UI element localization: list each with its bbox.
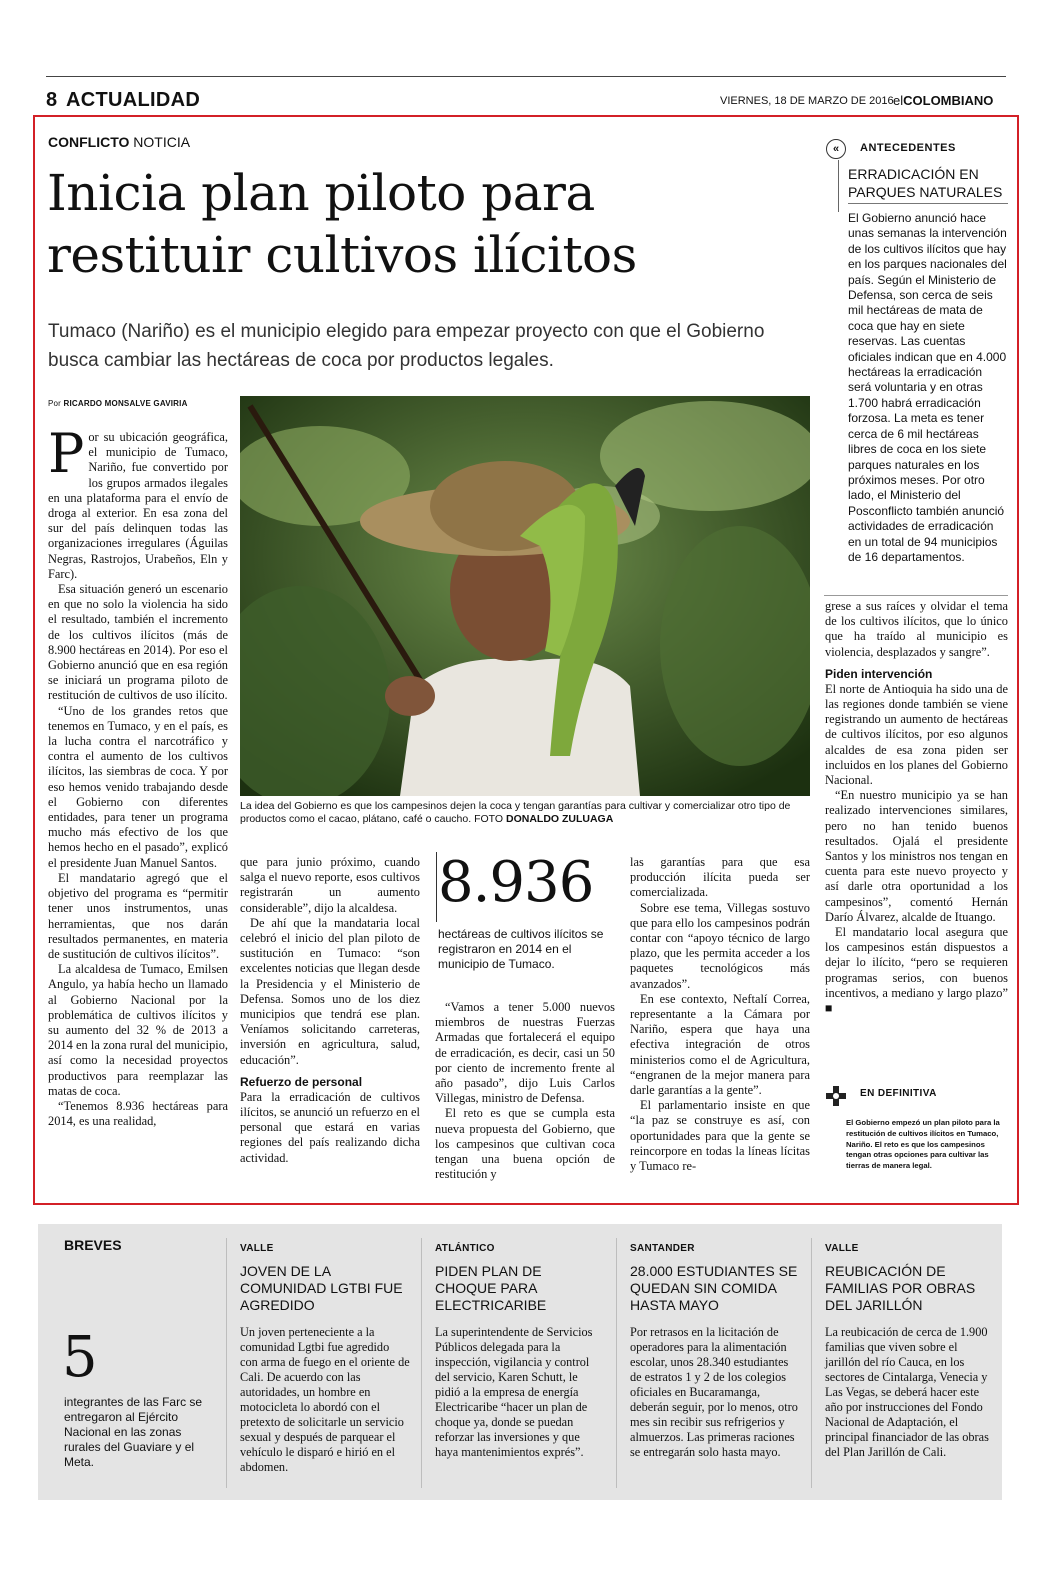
brief-headline: JOVEN DE LA COMUNIDAD LGTBI FUE AGREDIDO — [240, 1263, 403, 1313]
body-paragraph: las garantías para que esa producción ilícita pueda ser comercializada. — [630, 855, 810, 900]
body-paragraph: Para la erradicación de cultivos ilícitos, se anunció un refuerzo en el personal que estará en varias regiones del país realizando dicha actividad. — [240, 1089, 420, 1165]
subheading: Refuerzo de personal — [240, 1074, 363, 1089]
en-definitiva-label: EN DEFINITIVA — [860, 1088, 937, 1099]
header-rule — [46, 76, 1006, 77]
issue-date: VIERNES, 18 DE MARZO DE 2016 — [720, 95, 894, 107]
brand-name: COLOMBIANO — [903, 93, 994, 108]
subheading: Piden intervención — [825, 666, 933, 681]
antecedentes-label: ANTECEDENTES — [860, 142, 956, 154]
breves-divider — [421, 1238, 422, 1488]
headline-line-1: Inicia plan piloto para — [47, 164, 595, 222]
body-paragraph: Por su ubicación geográfica, el municipio de Tumaco, Nariño, fue convertido por los grupos armados ilegales en una plataforma para el envío de droga al exterior. En esa zona del sur del país delinquen todas las organizaciones irregulares (Águilas Negras, Rastrojos, Urabeños, Eln y Farc). — [48, 422, 228, 581]
brief-body: Un joven perteneciente a la comunidad Lgtbi fue agredido con arma de fuego en el oriente de Cali. De acuerdo con las autoridades, un hombre en motocicleta lo abordó con el pretexto de solicitarle un servicio sexual y después de parquear el vehículo le disparó e hirió en el abdomen. — [240, 1325, 410, 1474]
article-column-5 — [825, 599, 1008, 1016]
body-paragraph: “Tenemos 8.936 hectáreas para 2014, es una realidad, — [48, 1098, 228, 1129]
photo-credit-name: DONALDO ZULUAGA — [505, 813, 614, 825]
drop-cap: P — [48, 422, 85, 485]
body-paragraph: El parlamentario insiste en que “la paz se construye es así, con oportunidades para que la gente se reincorpore en todas la líneas lícitas y Tumaco re- — [630, 1098, 810, 1174]
byline-prefix: Por — [48, 399, 62, 408]
body-paragraph: que para junio próximo, cuando salga el nuevo reporte, esos cultivos registrarán un aumento considerable”, dijo la alcaldesa. — [240, 855, 420, 915]
body-paragraph: En ese contexto, Neftalí Correa, representante a la Cámara por Nariño, espera que haya una efectiva integración de otros ministerios como el de Agricultura, “engranen de la mejor manera para darle garantías a la gente”. — [630, 991, 810, 1098]
big-number: 8.936 — [438, 850, 594, 915]
antecedentes-icon: « — [826, 139, 846, 159]
brief-tag: SANTANDER — [630, 1243, 695, 1254]
newspaper-logo — [893, 93, 993, 108]
headline-line-2: restituir cultivos ilícitos — [47, 226, 637, 284]
body-paragraph: El mandatario agregó que el objetivo del programa es “permitir tener unos instrumentos, unas herramientas, que nos darán resultados permanentes, en materia de sustitución de cultivos ilícitos”. — [48, 870, 228, 961]
body-paragraph: El norte de Antioquia ha sido una de las regiones donde también se viene registrando un aumento de hectáreas de cultivos ilícitos, por eso algunos alcaldes de esa zona piden ser incluidos en los planes del Gobierno Nacional. — [825, 681, 1008, 788]
article-column-1 — [48, 422, 228, 1129]
big-number-rule — [436, 852, 437, 922]
body-paragraph: Esa situación generó un escenario en que no solo la violencia ha sido el resultado, también el incremento de los cultivos ilícitos (más de 8.900 hectáreas en 2014). Por eso el Gobierno anunció que en esa región se iniciará un programa piloto de restitución de cultivos de uso ilícito. — [48, 582, 228, 703]
section-title: ACTUALIDAD — [66, 89, 201, 111]
antecedentes-title: ERRADICACIÓN EN PARQUES NATURALES — [848, 166, 1003, 200]
antecedentes-body: El Gobierno anunció hace unas semanas la intervención de los cultivos ilícitos que hay en los parques nacionales del país. Según el Ministerio de Defensa, son cerca de seis mil hectáreas de mata de coca que hay en siete reservas. Las cuentas oficiales indican que en 4.000 hectáreas la erradicación será voluntaria y en otras 1.700 habrá erradicación forzosa. La meta es tener cerca de 6 mil hectáreas libres de coca en los siete parques naturales en los próximos meses. Por otro lado, el Ministerio del Posconflicto también anunció actividades de erradicación en un total de 94 municipios de 16 departamentos. — [848, 211, 1007, 564]
byline — [48, 399, 188, 408]
body-paragraph: La alcaldesa de Tumaco, Emilsen Angulo, ya había hecho un llamado al Gobierno Nacional por la problemática de cultivos ilícitos y su aumento del 32 % de 2013 a 2014 en la zona rural del municipio, así como la necesidad proyectos productivos para reemplazar las matas de coca. — [48, 962, 228, 1098]
brief-tag: ATLÁNTICO — [435, 1243, 495, 1254]
brief-headline: PIDEN PLAN DE CHOQUE PARA ELECTRICARIBE — [435, 1263, 547, 1313]
breves-divider — [811, 1238, 812, 1488]
breves-divider — [616, 1238, 617, 1488]
article-deck: Tumaco (Nariño) es el municipio elegido para empezar proyecto con que el Gobierno busca cambiar las hectáreas de coca por productos legales. — [48, 321, 765, 371]
article-photo — [240, 396, 810, 796]
photo-caption: La idea del Gobierno es que los campesinos dejen la coca y tengan garantías para cultivar y comercializar otro tipo de productos como el cacao, plátano, café o caucho. FOTO DONALDO ZULUAGA — [240, 800, 791, 825]
body-paragraph: El mandatario local asegura que los campesinos están dispuestos a dejar lo ilícito, “pero se requieren programas serios, con buenos incentivos, a mediano y largo plazo” ■ — [825, 925, 1008, 1016]
breves-number-text: integrantes de las Farc se entregaron al Ejército Nacional en las zonas rurales del Guaviare y el Meta. — [64, 1395, 203, 1469]
body-paragraph: “Vamos a tener 5.000 nuevos miembros de nuestras Fuerzas Armadas que fortalecerá el equipo de erradicación, es decir, casi un 50 por ciento de incremento frente al año pasado”, dijo Luis Carlos Villegas, ministro de Defensa. — [435, 1000, 615, 1106]
body-paragraph: El reto es que se cumpla esta nueva propuesta del Gobierno, que los campesinos que cultivan coca tengan una buena opción de restitución y — [435, 1106, 615, 1182]
brief-body: Por retrasos en la licitación de operadores para la alimentación escolar, unos 28.340 estudiantes de estratos 1 y 2 de los colegios oficiales en Bucaramanga, deberán seguir, por lo menos, otro mes sin recibir sus refrigerios y almuerzos. Las primeras raciones se entregarán solo hasta mayo. — [630, 1325, 798, 1459]
big-number-description: hectáreas de cultivos ilícitos se registraron en 2014 en el municipio de Tumaco. — [438, 927, 604, 971]
kicker-type: NOTICIA — [133, 134, 191, 150]
byline-author: RICARDO MONSALVE GAVIRIA — [63, 399, 188, 408]
article-column-2 — [240, 855, 420, 1166]
article-kicker — [48, 134, 190, 150]
photo-credit-prefix: FOTO — [474, 813, 504, 825]
article-column-4 — [630, 855, 810, 1174]
en-definitiva-icon — [826, 1086, 846, 1106]
sidebar-separator — [824, 595, 1008, 596]
brief-tag: VALLE — [825, 1243, 859, 1254]
brief-body: La superintendente de Servicios Públicos delegada para la inspección, vigilancia y control del servicio, Karen Schutt, le pidió a la empresa de energía Electricaribe “hacer un plan de choque ya, donde se puedan reforzar las inversiones y que haya mantenimientos exprés”. — [435, 1325, 593, 1459]
brief-headline: REUBICACIÓN DE FAMILIAS POR OBRAS DEL JARILLÓN — [825, 1263, 976, 1313]
farmer-photo-illustration — [240, 396, 810, 796]
breves-label: BREVES — [64, 1237, 122, 1253]
antecedentes-separator — [848, 203, 1008, 204]
breves-divider — [226, 1238, 227, 1488]
breves-number: 5 — [62, 1325, 98, 1390]
brief-tag: VALLE — [240, 1243, 274, 1254]
antecedentes-rule — [838, 160, 839, 212]
brief-body: La reubicación de cerca de 1.900 familias que viven sobre el jarillón del río Cauca, en los sectores de Cintalarga, Venecia y Las Vegas, se deberá hacer este año por instrucciones del Fondo Nacional de Adaptación, el principal financiador de las obras del Plan Jarillón de Cali. — [825, 1325, 989, 1459]
page-number: 8 — [46, 89, 58, 111]
headline — [47, 162, 817, 286]
brief-headline: 28.000 ESTUDIANTES SE QUEDAN SIN COMIDA HASTA MAYO — [630, 1263, 798, 1313]
body-paragraph: De ahí que la mandataria local celebró el inicio del plan piloto de sustitución en Tumaco: “son excelentes noticias que llegan desde la Presidencia y el Ministerio de Defensa. Somos uno de los diez municipios que tendrá ese plan. Veníamos solicitando carreteras, inversión en agricultura, salud, educación”. — [240, 915, 420, 1067]
body-paragraph: grese a sus raíces y olvidar el tema de los cultivos ilícitos, que lo único que ha traído al municipio es violencia, desplazados y sangre”. — [825, 599, 1008, 659]
brand-prefix: el — [893, 93, 904, 108]
article-column-3 — [435, 1000, 615, 1182]
body-paragraph: Sobre ese tema, Villegas sostuvo que para ello los campesinos podrán contar con “apoyo técnico de largo plazo, que les permita acceder a los paquetes tecnológicos más avanzados”. — [630, 900, 810, 991]
body-paragraph: “En nuestro municipio ya se han realizado intervenciones similares, pero no han tenido buenos resultados. Ojalá el presidente Santos y los ministros nos tengan en cuenta para este nuevo proyecto y así darle otra oportunidad a los campesinos”, comentó Hernán Darío Álvarez, alcalde de Ituango. — [825, 788, 1008, 924]
body-paragraph: “Uno de los grandes retos que tenemos en Tumaco, y en el país, es la lucha contra el narcotráfico y contra el aumento de los cultivos ilícitos, las siembras de coca. Y por eso hemos venido trabajando desde el Gobierno con diferentes entidades, para tener un programa mucho más efectivo de los que hemos hecho en el pasado”, explicó el presidente Juan Manuel Santos. — [48, 703, 228, 870]
en-definitiva-text: El Gobierno empezó un plan piloto para la restitución de cultivos ilícitos en Tumaco, Nariño. El reto es que los campesinos tengan otras opciones para cultivar las tierras de manera legal. — [846, 1118, 1000, 1171]
kicker-topic: CONFLICTO — [48, 134, 130, 150]
